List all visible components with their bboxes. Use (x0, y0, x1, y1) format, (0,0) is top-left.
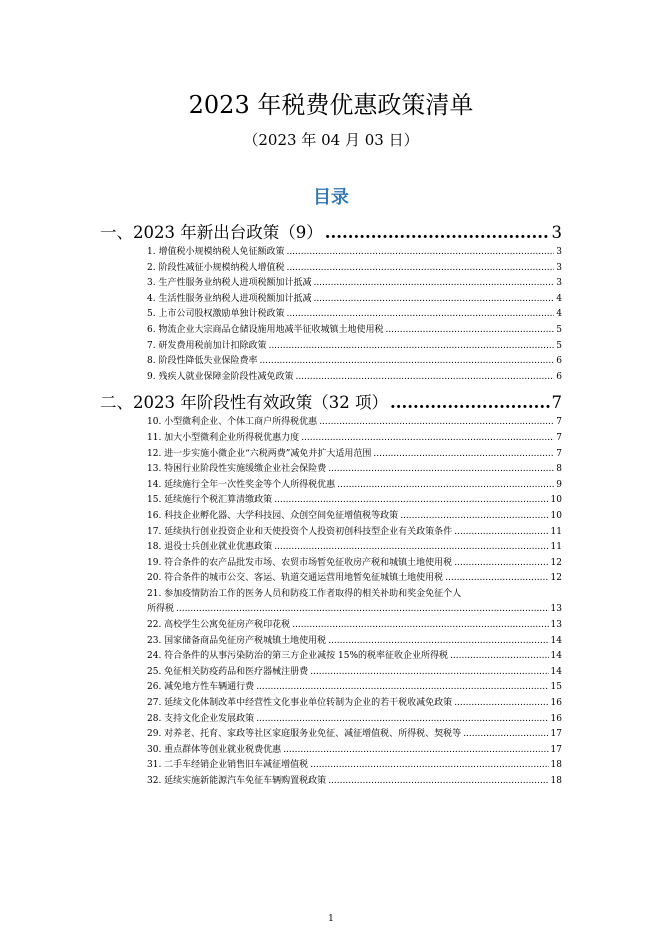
toc-item-title: 32. 延续实施新能源汽车免征车辆购置税政策 (147, 776, 327, 786)
toc-leader-dots (313, 292, 554, 308)
toc-item-title: 18. 退役士兵创业就业优惠政策 (147, 542, 273, 553)
toc-item-entry[interactable] (100, 447, 562, 463)
toc-leader-dots (310, 758, 548, 774)
toc-item-title: 15. 延续施行个税汇算清缴政策 (147, 495, 273, 506)
toc-item-entry[interactable] (100, 774, 562, 790)
toc-item-page: 4 (556, 309, 562, 320)
toc-item-title-continued: 所得税 (147, 604, 175, 615)
toc-item-entry[interactable] (100, 245, 562, 261)
toc-item-page: 3 (556, 262, 562, 273)
toc-item-title: 14. 延续施行全年一次性奖金等个人所得税优惠 (147, 479, 336, 490)
toc-section-entry[interactable] (100, 391, 562, 415)
toc-leader-dots (373, 447, 554, 463)
toc-leader-dots (454, 696, 548, 712)
toc-item-title: 27. 延续文化体制改革中经营性文化事业单位转制为企业的若干税收减免政策 (147, 698, 453, 709)
document-title: 2023 年税费优惠政策清单 (188, 91, 474, 119)
toc-item-title: 4. 生活性服务业纳税人进项税额加计抵减 (147, 293, 312, 304)
toc-leader-dots (390, 391, 550, 415)
toc-item-entry[interactable] (100, 712, 562, 728)
toc-item-entry[interactable] (100, 571, 562, 587)
toc-item-entry[interactable] (100, 415, 562, 431)
table-of-contents (100, 220, 562, 790)
toc-heading: 目录 (313, 187, 349, 208)
toc-item-title: 16. 科技企业孵化器、大学科技园、众创空间免征增值税等政策 (147, 510, 399, 521)
toc-item-title: 19. 符合条件的农产品批发市场、农贸市场暂免征收房产税和城镇土地使用税 (147, 557, 453, 568)
toc-item-page: 12 (550, 573, 562, 584)
toc-item-page: 3 (556, 278, 562, 289)
toc-leader-dots (274, 540, 548, 556)
toc-item-entry[interactable] (100, 339, 562, 355)
toc-section-entry[interactable] (100, 221, 562, 245)
toc-leader-dots (454, 556, 548, 572)
toc-item-page: 9 (556, 479, 562, 490)
toc-item-entry[interactable] (100, 431, 562, 447)
toc-item-title: 9. 残疾人就业保障金阶段性减免政策 (147, 371, 294, 382)
toc-item-entry[interactable] (100, 618, 562, 634)
toc-item-page: 7 (556, 417, 562, 428)
toc-item-page: 13 (550, 620, 562, 631)
toc-item-entry[interactable] (100, 680, 562, 696)
toc-item-page: 11 (550, 542, 562, 553)
toc-leader-dots (319, 415, 554, 431)
toc-leader-dots (259, 354, 554, 370)
toc-item-title: 22. 高校学生公寓免征房产税印花税 (147, 620, 291, 631)
toc-item-entry[interactable] (100, 758, 562, 774)
toc-item-title: 6. 物流企业大宗商品仓储设施用地减半征收城镇土地使用税 (147, 324, 384, 335)
toc-item-page: 10 (550, 510, 562, 521)
toc-item-page: 4 (556, 293, 562, 304)
toc-item-page: 17 (550, 729, 562, 740)
toc-item-entry[interactable] (100, 323, 562, 339)
toc-item-entry[interactable] (100, 556, 562, 572)
toc-leader-dots (310, 665, 548, 681)
toc-section-title: 一、2023 年新出台政策（9） (100, 223, 323, 242)
toc-item-page: 8 (556, 464, 562, 475)
toc-item-entry[interactable] (100, 370, 562, 386)
toc-item-title: 13. 特困行业阶段性实施缓缴企业社会保险费 (147, 464, 327, 475)
toc-leader-dots (385, 323, 554, 339)
toc-section-title: 二、2023 年阶段性有效政策（32 项） (100, 393, 388, 413)
toc-section-page: 7 (551, 393, 562, 413)
toc-leader-dots (286, 307, 554, 323)
toc-item-entry[interactable] (100, 587, 562, 603)
toc-leader-dots (328, 774, 548, 790)
toc-item-page: 14 (550, 666, 562, 677)
toc-item-title: 25. 免征相关防疫药品和医疗器械注册费 (147, 666, 309, 677)
toc-item-page: 13 (550, 604, 562, 615)
toc-section-page: 3 (551, 223, 562, 242)
toc-leader-dots (176, 602, 549, 618)
toc-leader-dots (337, 478, 554, 494)
toc-item-page: 17 (550, 744, 562, 755)
toc-item-page: 16 (550, 698, 562, 709)
toc-item-page: 7 (556, 432, 562, 443)
toc-item-title: 11. 加大小型微利企业所得税优惠力度 (147, 432, 300, 443)
toc-item-title: 1. 增值税小规模纳税人免征额政策 (147, 247, 285, 257)
toc-leader-dots (328, 634, 548, 650)
toc-item-entry[interactable] (100, 743, 562, 759)
toc-item-entry-continued[interactable] (100, 602, 562, 618)
toc-item-page: 10 (550, 495, 562, 506)
toc-item-entry[interactable] (100, 307, 562, 323)
toc-item-entry[interactable] (100, 478, 562, 494)
toc-item-page: 12 (550, 557, 562, 568)
toc-item-page: 14 (550, 651, 562, 662)
toc-item-page: 16 (550, 713, 562, 724)
toc-leader-dots (256, 712, 548, 728)
toc-leader-dots (256, 680, 548, 696)
toc-item-entry[interactable] (100, 493, 562, 509)
toc-item-entry[interactable] (100, 354, 562, 370)
toc-item-title: 23. 国家储备商品免征房产税城镇土地使用税 (147, 635, 327, 646)
toc-leader-dots (292, 618, 548, 634)
toc-item-page: 5 (556, 340, 562, 351)
toc-item-entry[interactable] (100, 261, 562, 277)
toc-leader-dots (274, 493, 548, 509)
toc-leader-dots (400, 509, 548, 525)
toc-item-title: 7. 研发费用税前加计扣除政策 (147, 340, 267, 351)
toc-item-page: 3 (556, 247, 562, 257)
toc-item-title: 8. 阶段性降低失业保险费率 (147, 356, 258, 367)
toc-item-title: 2. 阶段性减征小规模纳税人增值税 (147, 262, 285, 273)
toc-item-title: 21. 参加疫情防治工作的医务人员和防疫工作者取得的相关补助和奖金免征个人 (147, 588, 462, 599)
toc-item-page: 15 (550, 682, 562, 693)
toc-item-title: 12. 进一步实施小微企业“六税两费”减免并扩大适用范围 (147, 448, 372, 459)
toc-item-page: 18 (550, 760, 562, 771)
toc-item-title: 26. 减免地方性车辆通行费 (147, 682, 255, 693)
toc-item-entry[interactable] (100, 649, 562, 665)
toc-item-page: 18 (550, 776, 562, 786)
toc-leader-dots (268, 339, 554, 355)
toc-item-title: 29. 对养老、托育、家政等社区家庭服务业免征、减征增值税、所得税、契税等 (147, 729, 462, 740)
toc-leader-dots (301, 431, 554, 447)
toc-item-entry[interactable] (100, 727, 562, 743)
toc-item-entry[interactable] (100, 665, 562, 681)
toc-item-title: 24. 符合条件的从事污染防治的第三方企业减按 15%的税率征收企业所得税 (147, 651, 449, 662)
toc-leader-dots (328, 462, 554, 478)
toc-item-title: 28. 支持文化企业发展政策 (147, 713, 255, 724)
toc-item-entry[interactable] (100, 696, 562, 712)
toc-item-page: 11 (550, 526, 562, 537)
toc-item-entry[interactable] (100, 540, 562, 556)
toc-item-page: 6 (556, 371, 562, 382)
toc-leader-dots (445, 571, 548, 587)
toc-leader-dots (295, 370, 554, 386)
toc-item-entry[interactable] (100, 509, 562, 525)
toc-item-page: 6 (556, 356, 562, 367)
toc-leader-dots (454, 525, 548, 541)
page-number: 1 (328, 914, 334, 924)
toc-item-title: 5. 上市公司股权激励单独计税政策 (147, 309, 285, 320)
toc-item-title: 20. 符合条件的城市公交、客运、轨道交通运营用地暂免征城镇土地使用税 (147, 573, 444, 584)
toc-leader-dots (463, 727, 548, 743)
toc-item-entry[interactable] (100, 634, 562, 650)
toc-leader-dots (325, 221, 550, 245)
toc-leader-dots (313, 276, 554, 292)
toc-leader-dots (286, 261, 554, 277)
toc-item-entry[interactable] (100, 525, 562, 541)
toc-item-title: 31. 二手车经销企业销售旧车减征增值税 (147, 760, 309, 771)
toc-item-title: 10. 小型微利企业、个体工商户所得税优惠 (147, 417, 318, 428)
toc-item-page: 5 (556, 324, 562, 335)
toc-item-title: 17. 延续执行创业投资企业和天使投资个人投资初创科技型企业有关政策条件 (147, 526, 453, 537)
toc-item-title: 30. 重点群体等创业就业税费优惠 (147, 744, 282, 755)
toc-item-title: 3. 生产性服务业纳税人进项税额加计抵减 (147, 278, 312, 289)
toc-leader-dots (450, 649, 549, 665)
document-date: （2023 年 04 月 03 日） (243, 131, 419, 149)
toc-item-entry[interactable] (100, 276, 562, 292)
toc-leader-dots (283, 743, 548, 759)
toc-item-entry[interactable] (100, 292, 562, 308)
toc-leader-dots (286, 245, 554, 261)
toc-item-page: 14 (550, 635, 562, 646)
toc-item-page: 7 (556, 448, 562, 459)
toc-item-entry[interactable] (100, 462, 562, 478)
